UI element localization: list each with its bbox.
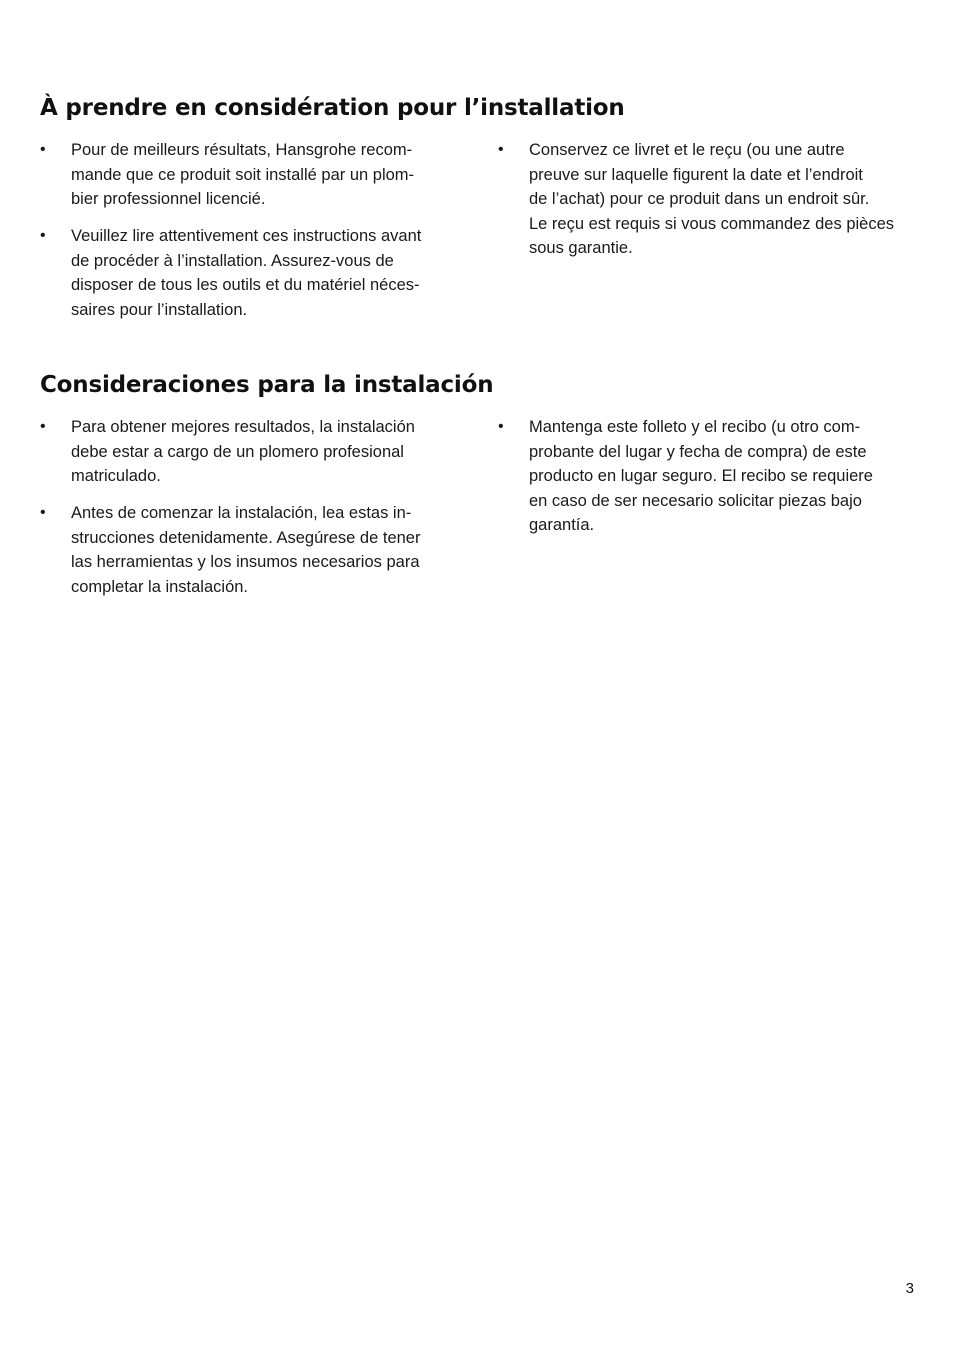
spanish-list-left <box>40 415 460 612</box>
line: sous garantie. <box>529 239 633 258</box>
line: Le reçu est requis si vous commandez des pièces <box>529 214 895 233</box>
spanish-list-right <box>498 415 923 550</box>
line: Veuillez lire attentivement ces instructions avant <box>71 227 422 246</box>
french-list-left <box>40 138 460 335</box>
section-title-spanish: Consideraciones para la instalación <box>40 372 494 398</box>
line: producto en lugar seguro. El recibo se requiere <box>529 467 873 486</box>
list-item <box>498 138 923 261</box>
line: las herramientas y los insumos necesarios para <box>71 553 420 572</box>
section-title-french: À prendre en considération pour l’installation <box>40 95 625 121</box>
line: Conservez ce livret et le reçu (ou une autre <box>529 141 845 159</box>
bullet-icon: • <box>40 418 46 435</box>
line: mande que ce produit soit installé par un plom- <box>71 165 415 184</box>
line: disposer de tous les outils et du matériel néces- <box>71 276 420 295</box>
line: garantía. <box>529 516 595 535</box>
line: preuve sur laquelle figurent la date et l’endroit <box>529 165 863 184</box>
french-list-right <box>498 138 923 273</box>
line: completar la instalación. <box>71 578 249 597</box>
line: Antes de comenzar la instalación, lea estas in- <box>71 504 412 523</box>
bullet-icon: • <box>40 227 46 245</box>
list-item <box>40 138 460 212</box>
bullet-icon: • <box>40 141 46 158</box>
bullet-icon: • <box>40 504 46 522</box>
line: Pour de meilleurs résultats, Hansgrohe recom- <box>71 141 413 159</box>
list-item <box>498 415 923 538</box>
line: en caso de ser necesario solicitar piezas bajo <box>529 491 862 510</box>
list-item <box>40 415 460 489</box>
line: saires pour l’installation. <box>71 301 248 320</box>
line: debe estar a cargo de un plomero profesional <box>71 442 404 461</box>
line: strucciones detenidamente. Asegúrese de tener <box>71 528 421 547</box>
line: Para obtener mejores resultados, la instalación <box>71 418 415 436</box>
line: Mantenga este folleto y el recibo (u otro com- <box>529 418 861 436</box>
bullet-icon: • <box>498 141 504 158</box>
list-item <box>40 224 460 322</box>
line: matriculado. <box>71 467 161 486</box>
line: bier professionnel licencié. <box>71 190 266 209</box>
line: de l’achat) pour ce produit dans un endroit sûr. <box>529 190 870 209</box>
page-number: 3 <box>905 1280 914 1297</box>
line: probante del lugar y fecha de compra) de este <box>529 442 867 461</box>
bullet-icon: • <box>498 418 504 435</box>
line: de procéder à l’installation. Assurez-vous de <box>71 251 394 270</box>
list-item <box>40 501 460 599</box>
